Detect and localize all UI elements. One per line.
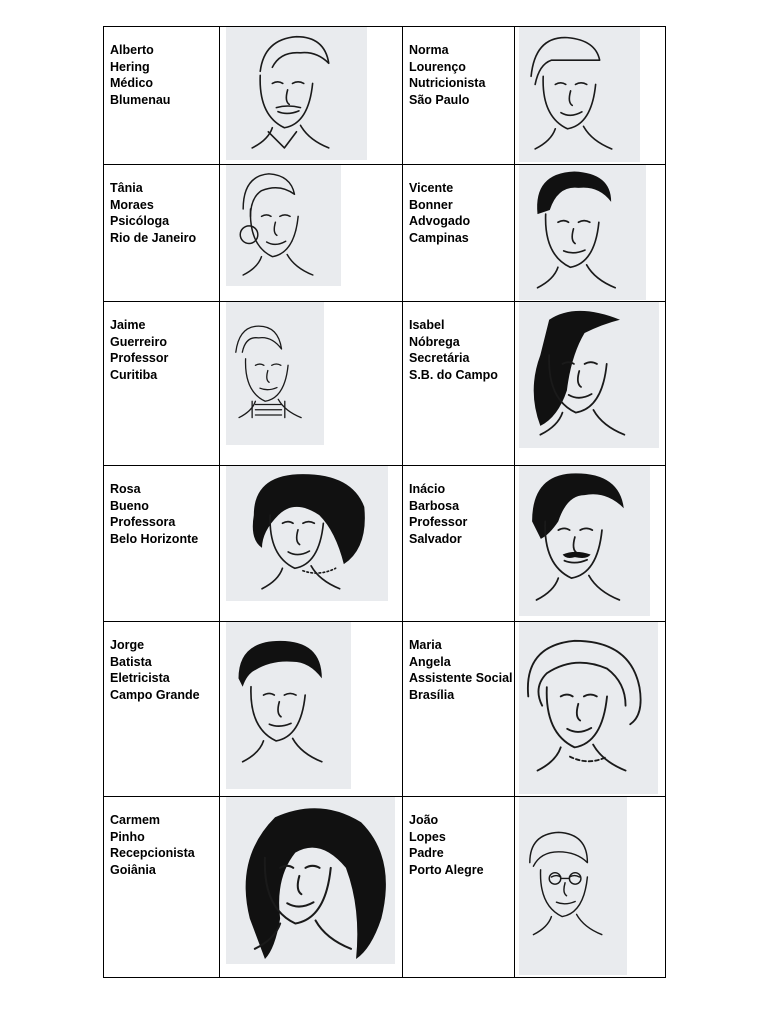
person-profession: Eletricista <box>110 671 170 685</box>
person-last: Moraes <box>110 197 154 212</box>
person-city: Salvador <box>409 531 462 546</box>
male-smiling-turtleneck-portrait <box>226 302 324 445</box>
person-city: São Paulo <box>409 92 470 107</box>
person-profession: Professora <box>110 515 176 529</box>
person-first: Carmem <box>110 813 161 827</box>
person-first: Jorge <box>110 638 145 652</box>
person-last: Nóbrega <box>409 334 460 349</box>
table-divider <box>402 26 403 977</box>
person-last: Hering <box>110 59 150 74</box>
person-first: João <box>409 813 439 827</box>
person-profession: Advogado <box>409 214 471 228</box>
male-curly-hair-mustache-portrait <box>226 27 367 160</box>
person-last: Bueno <box>110 498 149 513</box>
person-info <box>409 637 513 703</box>
person-city: S.B. do Campo <box>409 367 498 382</box>
female-ponytail-portrait <box>519 302 659 448</box>
person-info <box>110 812 195 878</box>
person-info <box>110 317 168 383</box>
person-city: Brasília <box>409 687 455 702</box>
person-info <box>409 180 470 246</box>
person-last: Batista <box>110 654 152 669</box>
person-city: Campinas <box>409 230 469 245</box>
table-divider <box>514 26 515 977</box>
person-info <box>409 481 467 547</box>
person-profession: Assistente Social <box>409 671 513 685</box>
person-info <box>110 42 170 108</box>
person-city: Goiânia <box>110 862 156 877</box>
person-profession: Nutricionista <box>409 76 486 90</box>
table-divider <box>219 26 220 977</box>
person-profession: Professor <box>110 351 169 365</box>
person-city: Curitiba <box>110 367 158 382</box>
table-border-bottom <box>103 977 666 978</box>
person-first: Norma <box>409 43 449 57</box>
person-profession: Secretária <box>409 351 470 365</box>
person-city: Rio de Janeiro <box>110 230 197 245</box>
person-first: Rosa <box>110 482 141 496</box>
male-dark-hair-tie-portrait <box>519 165 646 300</box>
person-profession: Médico <box>110 76 154 90</box>
female-pearl-necklace-portrait <box>519 622 658 794</box>
person-first: Vicente <box>409 181 454 195</box>
female-curly-hair-necklace-portrait <box>226 466 388 601</box>
person-profession: Professor <box>409 515 468 529</box>
male-elderly-glasses-portrait <box>519 797 627 975</box>
person-info <box>409 812 484 878</box>
male-mustache-collar-portrait <box>519 466 650 616</box>
female-long-wavy-hair-portrait <box>226 797 395 964</box>
person-profession: Padre <box>409 846 444 860</box>
female-bun-portrait <box>226 165 341 286</box>
person-info <box>110 481 198 547</box>
person-city: Porto Alegre <box>409 862 484 877</box>
table-border-left <box>103 26 104 977</box>
male-smiling-open-collar-portrait <box>226 622 351 789</box>
person-last: Guerreiro <box>110 334 167 349</box>
person-first: Isabel <box>409 318 445 332</box>
person-city: Campo Grande <box>110 687 200 702</box>
person-first: Inácio <box>409 482 446 496</box>
person-last: Lopes <box>409 829 446 844</box>
person-info <box>409 317 498 383</box>
person-info <box>110 637 200 703</box>
table-border-right <box>665 26 666 977</box>
person-first: Jaime <box>110 318 146 332</box>
female-hat-portrait <box>519 27 640 162</box>
person-last: Bonner <box>409 197 453 212</box>
person-last: Pinho <box>110 829 145 844</box>
person-city: Blumenau <box>110 92 171 107</box>
person-profession: Recepcionista <box>110 846 195 860</box>
person-last: Angela <box>409 654 451 669</box>
person-last: Barbosa <box>409 498 460 513</box>
person-city: Belo Horizonte <box>110 531 199 546</box>
person-info <box>110 180 196 246</box>
person-first: Alberto <box>110 43 154 57</box>
person-last: Lourenço <box>409 59 466 74</box>
person-profession: Psicóloga <box>110 214 170 228</box>
person-first: Tânia <box>110 181 143 195</box>
person-info <box>409 42 485 108</box>
person-first: Maria <box>409 638 442 652</box>
